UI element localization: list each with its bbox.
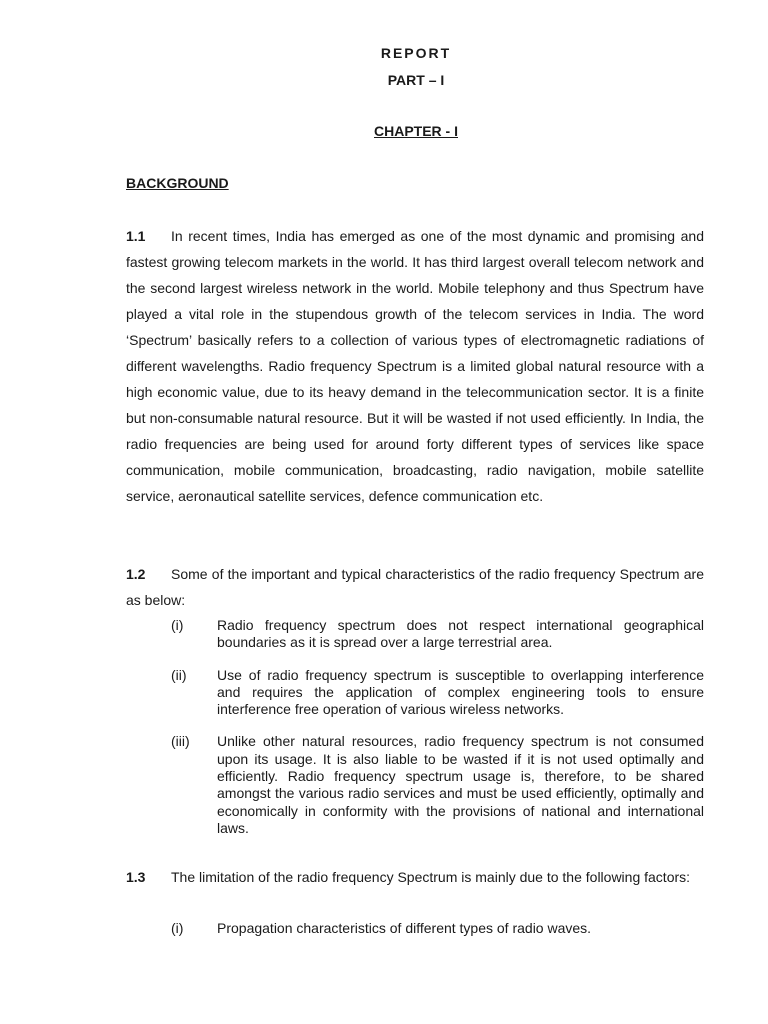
section-heading: BACKGROUND xyxy=(126,175,229,191)
paragraph-1-2 xyxy=(126,561,704,613)
list-item-numeral: (i) xyxy=(171,617,184,633)
paragraph-text: The limitation of the radio frequency Spectrum is mainly due to the following factors: xyxy=(171,869,691,885)
limitation-factors-list xyxy=(171,920,704,937)
paragraph-number: 1.2 xyxy=(126,566,146,582)
report-title: REPORT xyxy=(380,45,452,61)
characteristics-list xyxy=(171,617,704,837)
list-item xyxy=(171,920,704,937)
list-item-text: Unlike other natural resources, radio frequency spectrum is not consumed upon its usage. It is also liable to be wasted if it is not used optimally and efficiently. Radio frequency spectrum usage is, therefore, to be shared amongst the various radio services and must be used efficiently, optimally and economically in conformity with the provisions of national and international laws. xyxy=(217,733,704,836)
paragraph-text: Some of the important and typical characteristics of the radio frequency Spectrum are as below: xyxy=(126,566,704,608)
list-item-numeral: (i) xyxy=(171,920,184,936)
list-item-text: Radio frequency spectrum does not respect international geographical boundaries as it is spread over a large terrestrial area. xyxy=(217,617,704,651)
list-item-text: Propagation characteristics of different types of radio waves. xyxy=(217,920,592,936)
list-item-numeral: (ii) xyxy=(171,666,187,683)
paragraph-number: 1.1 xyxy=(126,228,146,244)
list-item xyxy=(171,667,704,719)
paragraph-text: In recent times, India has emerged as one of the most dynamic and promising and fastest growing telecom markets in the world. It has third largest overall telecom network and the second largest wireless network in the world. Mobile telephony and thus Spectrum have played a vital role in the stupendous growth of the telecom services in India. The word ‘Spectrum’ basically refers to a collection of various types of electromagnetic radiations of different wavelengths. Radio frequency Spectrum is a limited global natural resource with a high economic value, due to its heavy demand in the telecommunication sector. It is a finite but non-consumable natural resource. But it will be wasted if not used efficiently. In India, the radio frequencies are being used for around forty different types of services like space communication, mobile communication, broadcasting, radio navigation, mobile satellite service, aeronautical satellite services, defence communication etc. xyxy=(126,228,704,504)
list-item-numeral: (iii) xyxy=(171,733,190,750)
list-item xyxy=(171,733,704,837)
paragraph-1-1 xyxy=(126,223,704,509)
chapter-title: CHAPTER - I xyxy=(374,123,458,139)
part-title: PART – I xyxy=(387,72,445,88)
list-item-text: Use of radio frequency spectrum is susceptible to overlapping interference and requires the application of complex engineering tools to ensure interference free operation of various wireless networks. xyxy=(217,666,704,718)
paragraph-number: 1.3 xyxy=(126,869,146,885)
list-item xyxy=(171,617,704,652)
paragraph-1-3 xyxy=(126,864,704,890)
